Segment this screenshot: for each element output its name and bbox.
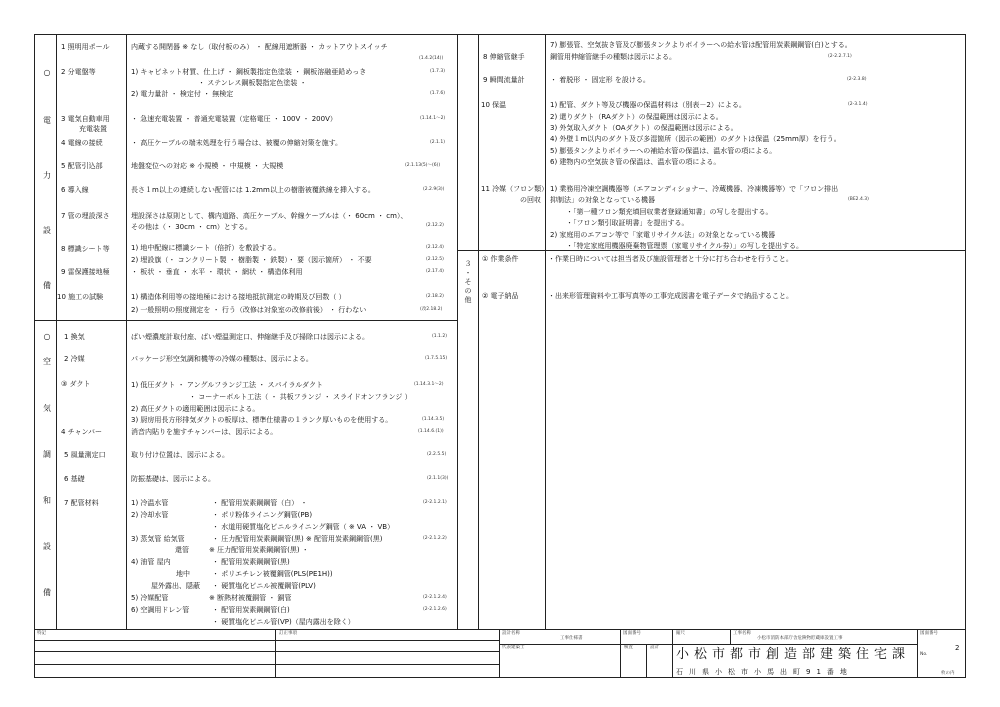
pipe-type: 3) 蒸気管 給気管 <box>131 535 185 543</box>
pipe-material: ・ 硬質塩化ビニル管(VP)（屋内露出を除く） <box>212 618 355 626</box>
item-ref: (2.12.5) <box>426 257 444 262</box>
item-label: 3 電気自動車用 <box>61 115 110 123</box>
item-ref: (2.1.1(3)) <box>427 476 449 481</box>
tb-line <box>646 644 647 678</box>
item-ref: (2-3.1.4) <box>848 102 868 107</box>
right-text-divider <box>545 34 546 250</box>
item-ref: (2.1.1) <box>430 140 445 145</box>
item-text: 埋設深さは原則として、構内道路、高圧ケーブル、幹線ケーブルは（・ 60cm ・ cm）、 <box>131 212 408 220</box>
item-label: 9 瞬間流量計 <box>483 76 525 84</box>
pipe-type: 5) 冷媒配管 <box>131 594 169 602</box>
item-label: 充電装置 <box>79 125 107 133</box>
item-ref: (改2.18.2) <box>420 307 443 312</box>
item-ref: (2.18.2) <box>426 294 444 299</box>
cat-char: 電 <box>43 116 51 125</box>
item-ref: (1.7.3) <box>430 69 445 74</box>
item-text: ・ 着脱形 ・ 固定形 を設ける。 <box>550 76 650 84</box>
item-label: 6 導入線 <box>61 186 89 194</box>
tb-line <box>34 651 499 652</box>
project-label: 工事名称 <box>733 631 751 636</box>
item-text: 6) 建物内の空気抜き管の保温は、温水管の項による。 <box>550 158 721 166</box>
section-divider <box>34 320 457 321</box>
item-label: ① 作業条件 <box>482 255 519 263</box>
item-text: 1) 構造体利用等の接地極における接地抵抗測定の時期及び回数（ ） <box>131 293 346 301</box>
cat-char: 設 <box>43 226 51 235</box>
tb-line <box>620 630 621 678</box>
tb-line <box>672 630 673 678</box>
item-text: ・ コーナーボルト工法（ ・ 共板フランジ ・ スライドオンフランジ ） <box>189 393 412 401</box>
item-text: 2) 埋設旗（・ コンクリート製 ・ 樹脂製 ・ 鉄製）・ 要（図示箇所） ・ 不要 <box>131 256 372 264</box>
no-label: No. <box>920 652 928 657</box>
item-text: 内蔵する開閉器 ※ なし（取付板のみ） ・ 配線用遮断器 ・ カットアウトスイッチ <box>131 43 388 51</box>
item-ref: (2-2.1.2.2) <box>423 536 447 541</box>
item-divider <box>126 34 127 630</box>
cat-char: 備 <box>43 588 51 597</box>
design-label: 設計名称 <box>502 631 520 636</box>
pipe-type: 2) 冷却水管 <box>131 511 169 519</box>
item-text: 7) 膨張管、空気抜き管及び膨張タンクよりボイラーへの給水管は配管用炭素鋼鋼管(白)とする。 <box>550 41 852 49</box>
item-text: 1) 低圧ダクト ・ アングルフランジ工法 ・ スパイラルダクト <box>131 381 324 389</box>
item-label: 4 電線の接続 <box>61 139 103 147</box>
sheet-label: 図面番号 <box>920 631 938 636</box>
item-ref: (2.12.4) <box>426 245 444 250</box>
item-ref: (2.2.9(3)) <box>423 187 445 192</box>
item-ref: (2-2.3.8) <box>847 77 867 82</box>
item-ref: (1.7.5.15) <box>425 356 448 361</box>
item-text: 1) キャビネット材質、仕上げ ・ 鋼板製指定色塗装 ・ 鋼板溶融亜鉛めっき <box>131 68 367 76</box>
cat-char: の <box>464 287 472 295</box>
cat-char: 備 <box>43 281 51 290</box>
item-text: 2) 高圧ダクトの適用範囲は図示による。 <box>131 405 260 413</box>
item-text: ・出来形管理資料や工事写真等の工事完成図書を電子データで納品すること。 <box>548 292 793 300</box>
pipe-material: ・ 配管用炭素鋼鋼管(白) <box>212 606 290 614</box>
tb-line <box>34 640 499 641</box>
item-ref: (2-2.1.2.4) <box>423 595 447 600</box>
item-text: 1) 配管、ダクト等及び機器の保温材料は（別表－2）による。 <box>550 101 746 109</box>
other-cat-divider <box>478 250 479 320</box>
tb-line <box>34 664 499 665</box>
pipe-material: ・ 圧力配管用炭素鋼鋼管(黒) ※ 配管用炭素鋼鋼管(黒) <box>212 535 383 543</box>
item-label: 5 配管引込部 <box>61 162 103 170</box>
architect-label: 代表建築士 <box>502 645 525 650</box>
cat-char: ・ <box>464 269 472 277</box>
item-text: 長さ１m以上の連続しない配管には 1.2mm以上の樹脂被覆鉄線を挿入する。 <box>131 186 375 194</box>
cat-char: 力 <box>43 171 51 180</box>
item-text: 1) 業務用冷凍空調機器等（エアコンディショナー、冷蔵機器、冷凍機器等）で「フロン排出 <box>550 185 839 193</box>
item-ref: (2-2.1.2.6) <box>423 607 447 612</box>
item-label: 8 標識シート等 <box>61 245 110 253</box>
item-label: 1 換気 <box>64 333 85 341</box>
item-text: ・ 高圧ケーブルの端末処理を行う場合は、被覆の伸縮対策を施す。 <box>131 139 343 147</box>
column-divider <box>457 34 458 630</box>
item-text: 1) 地中配線に標識シート（倍折）を敷設する。 <box>131 244 281 252</box>
sheet-number: 2 <box>955 644 960 652</box>
item-ref: (1.14.3.5) <box>422 417 445 422</box>
item-text: ・「特定家庭用機器廃棄物管理票（家電リサイクル券）」の写しを提出する。 <box>566 242 804 250</box>
item-ref: (BE2.4.3) <box>848 197 869 202</box>
item-text: ・作業日時については担当者及び施設管理者と十分に打ち合わせを行うこと。 <box>548 255 793 263</box>
pipe-material: ・ 硬質塩化ビニル被覆鋼管(PLV) <box>212 582 316 590</box>
cat-char: 他 <box>464 296 472 304</box>
item-text: 3) 外気取入ダクト（OAダクト）の保温範囲は図示による。 <box>550 124 738 132</box>
pipe-material: ・ 水道用硬質塩化ビニルライニング鋼管（ ※ VA ・ VB） <box>212 523 395 531</box>
check-label: 検査 <box>624 645 633 650</box>
note-label: 特記 <box>37 631 46 636</box>
right-item-divider <box>478 34 479 250</box>
cat-char: ３ <box>464 260 472 268</box>
tb-line <box>275 630 276 678</box>
item-text: 5) 膨張タンクよりボイラーへの補給水管の保温は、温水管の項による。 <box>550 147 777 155</box>
item-ref: (1.14.6.(1)) <box>418 429 444 434</box>
cat-char: そ <box>464 278 472 286</box>
pipe-type: 地中 <box>176 570 190 578</box>
tb-line <box>499 644 917 645</box>
item-label: 9 雷保護接地極 <box>61 268 110 276</box>
pipe-type: 4) 油管 屋内 <box>131 558 171 566</box>
tb-line <box>730 630 731 644</box>
item-text: ・「フロン類引取証明書」を提出する。 <box>566 219 689 227</box>
cat-char: 設 <box>43 542 51 551</box>
tb-line <box>917 630 918 678</box>
cat-char: 和 <box>43 496 51 505</box>
item-ref: (1.14.3.1～2) <box>414 382 444 387</box>
item-text: 抑制法」の対象となっている機器 <box>550 196 655 204</box>
item-text: 消音内貼りを施すチャンバーは、図示による。 <box>131 428 278 436</box>
category-divider <box>56 34 57 630</box>
item-text: ・ 板状 ・ 垂直 ・ 水平 ・ 環状 ・ 網状 ・ 構造体利用 <box>131 268 303 276</box>
item-text: パッケージ形空気調和機等の冷媒の種類は、図示による。 <box>131 355 313 363</box>
pipe-type: 還管 <box>175 546 189 554</box>
tb-line <box>499 630 500 678</box>
item-text: 2) 電力量計 ・ 検定付 ・ 無検定 <box>131 90 234 98</box>
item-ref: (1.7.6) <box>430 91 445 96</box>
item-label: 6 基礎 <box>64 475 85 483</box>
item-ref: (2-2.2.7.1) <box>828 54 852 59</box>
other-text-divider <box>545 320 546 630</box>
item-label: 1 照明用ポール <box>61 43 110 51</box>
item-text: 取り付け位置は、図示による。 <box>131 451 229 459</box>
company-address: 石川県小松市小馬出町91番地 <box>676 668 853 676</box>
item-text: その他は（・ 30cm ・ cm）とする。 <box>131 223 252 231</box>
design-title: 工事仕様書 <box>560 636 583 641</box>
cat-char: ○ <box>43 68 51 77</box>
item-text: 防振基礎は、図示による。 <box>131 475 215 483</box>
item-text: 鋼管用伸縮管継手の種類は図示による。 <box>550 53 676 61</box>
cat-char: 調 <box>43 450 51 459</box>
item-ref: (2.12.2) <box>426 223 444 228</box>
item-ref: (1.1.2) <box>432 334 447 339</box>
design-label-2: 設計 <box>650 645 659 650</box>
item-label: 10 保温 <box>481 101 507 109</box>
company-name: 小松市都市創造部建築住宅課 <box>676 647 911 662</box>
scale-label: 縮尺 <box>676 631 685 636</box>
item-ref: (1.14.1～2) <box>420 116 446 121</box>
pipe-type: 1) 冷温水管 <box>131 499 169 507</box>
item-label: 8 伸縮管継手 <box>483 53 525 61</box>
pipe-material: ※ 断熱材被覆銅管 ・ 銅管 <box>209 594 292 602</box>
item-ref: (2.17.4) <box>426 269 444 274</box>
item-label: ③ ダクト <box>61 380 91 388</box>
item-label: 11 冷媒（フロン類） <box>481 185 549 193</box>
project-name: 小松市消防本部庁舎危険物貯蔵庫設置工事 <box>757 636 843 641</box>
other-cat-divider <box>478 320 479 630</box>
item-label: 5 風量測定口 <box>64 451 106 459</box>
other-text-divider <box>545 250 546 320</box>
item-ref: (1.4.2(14)) <box>419 56 444 61</box>
item-label: 4 チャンバー <box>61 428 102 436</box>
pipe-material: ・ ポリ粉体ライニング鋼管(PB) <box>212 511 313 519</box>
item-ref: (2-2.1.2.1) <box>423 500 447 505</box>
item-ref: (2.2.5.5) <box>427 452 447 457</box>
item-text: ・「第一種フロン類充填回収業者登録通知書」の写しを提出する。 <box>566 208 773 216</box>
pipe-material: ・ ポリエチレン被覆鋼管(PLS(PE1H)) <box>212 570 333 578</box>
item-label: の回収 <box>520 196 541 204</box>
item-label: 10 施工の試験 <box>57 293 104 301</box>
item-label: 2 分電盤等 <box>61 68 96 76</box>
item-text: ・ 急速充電装置 ・ 普通充電装置（定格電圧 ・ 100V ・ 200V） <box>131 115 337 123</box>
cat-char: ○ <box>43 332 51 341</box>
cat-char: 気 <box>43 404 51 413</box>
item-text: 地盤変位への対応 ※ 小規模 ・ 中規模 ・ 大規模 <box>131 162 284 170</box>
item-ref: (2.1.13(5)～(6)) <box>405 163 441 168</box>
cat-char: 空 <box>43 357 51 366</box>
pipe-type: 6) 空調用ドレン管 <box>131 606 190 614</box>
pipe-material: ・ 配管用炭素鋼鋼管（白） ・ <box>212 499 308 507</box>
item-label: 7 配管材料 <box>64 499 99 507</box>
item-text: 3) 厨房用長方形排気ダクトの板厚は、標準仕様書の１ランク厚いものを使用する。 <box>131 416 393 424</box>
pipe-type: 屋外露出、隠蔽 <box>151 582 200 590</box>
sheet-total: 枚の内 <box>941 671 955 676</box>
pipe-material: ※ 圧力配管用炭素鋼鋼管(黒) ・ <box>209 546 309 554</box>
item-label: 2 冷媒 <box>64 355 85 363</box>
item-text: 4) 外壁１m以内のダクト及び多湿箇所（図示の範囲）のダクトは保温（25mm厚）を行う。 <box>550 135 841 143</box>
item-text: ばい煙濃度計取付座、ばい煙温測定口、伸縮継手及び掃除口は図示による。 <box>131 333 369 341</box>
pipe-material: ・ 配管用炭素鋼鋼管(黒) <box>212 558 290 566</box>
drawing-no-label: 図面番号 <box>623 631 641 636</box>
item-text: ・ ステンレス鋼板製指定色塗装 ・ <box>198 79 307 87</box>
revision-label: 訂正事項 <box>279 631 297 636</box>
item-text: 2) 家庭用のエアコン等で「家電リサイクル法」の対象となっている機器 <box>550 231 776 239</box>
item-label: 7 管の埋設深さ <box>61 212 110 220</box>
item-label: ② 電子納品 <box>482 292 519 300</box>
item-text: 2) 一般照明の照度測定を ・ 行う（改修は対象室の改修前後） ・ 行わない <box>131 306 367 314</box>
item-text: 2) 還りダクト（RAダクト）の保温範囲は図示による。 <box>550 113 723 121</box>
